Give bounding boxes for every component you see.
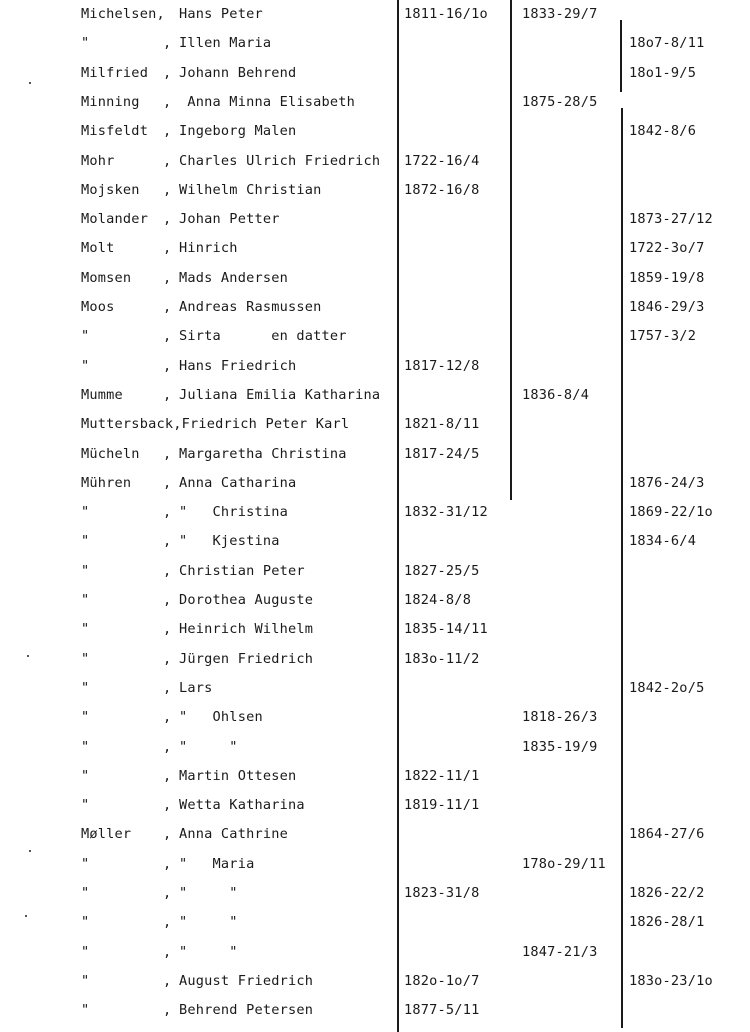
given-name-cell: Lars	[179, 679, 213, 696]
register-row	[0, 498, 750, 527]
surname-cell: Møller	[81, 826, 132, 843]
given-name-cell: Ingeborg Malen	[179, 123, 297, 140]
date-column-2: 1835-19/9	[522, 738, 598, 755]
date-column-3: 18o1-9/5	[629, 64, 697, 81]
surname-cell: Momsen	[81, 269, 132, 286]
register-row	[0, 88, 750, 117]
date-column-3: 1722-3o/7	[629, 240, 705, 257]
register-row	[0, 586, 750, 615]
date-column-1: 1827-25/5	[404, 562, 480, 579]
date-column-2: 1818-26/3	[522, 709, 598, 726]
comma-cell: ,	[163, 35, 172, 52]
date-column-1: 1817-12/8	[404, 357, 480, 374]
register-row	[0, 234, 750, 263]
comma-cell: ,	[163, 797, 172, 814]
surname-cell: "	[81, 592, 90, 608]
surname-cell: Mühren	[81, 474, 132, 491]
given-name-cell: Hans Friedrich	[179, 357, 297, 374]
surname-cell: Mohr	[81, 152, 115, 169]
date-column-1: 1722-16/4	[404, 152, 480, 169]
given-name-cell: " "	[179, 885, 238, 901]
date-column-2: 1847-21/3	[522, 943, 598, 960]
date-column-1: 1835-14/11	[404, 621, 488, 638]
comma-cell: ,	[163, 299, 172, 315]
date-column-2: 1875-28/5	[522, 93, 598, 110]
register-row	[0, 117, 750, 146]
surname-cell: "	[81, 1002, 90, 1019]
given-name-cell: " "	[179, 943, 238, 960]
surname-cell: "	[81, 35, 90, 52]
surname-cell: "	[81, 679, 90, 696]
given-name-cell: Illen Maria	[179, 35, 272, 52]
given-name-cell: Anna Minna Elisabeth	[179, 93, 356, 110]
date-column-1: 1817-24/5	[404, 445, 480, 462]
given-name-cell: Charles Ulrich Friedrich	[179, 152, 381, 169]
date-column-3: 18o7-8/11	[629, 35, 705, 52]
date-column-3: 1842-2o/5	[629, 679, 705, 696]
comma-cell: ,	[163, 592, 172, 608]
register-row	[0, 996, 750, 1025]
comma-cell: ,	[163, 885, 172, 901]
date-column-1: 1821-8/11	[404, 416, 480, 433]
register-row	[0, 703, 750, 732]
date-column-3: 1864-27/6	[629, 826, 705, 843]
given-name-cell: " "	[179, 738, 238, 755]
comma-cell: ,	[163, 240, 172, 257]
date-column-3: 1873-27/12	[629, 211, 713, 228]
given-name-cell: " Kjestina	[179, 533, 280, 550]
given-name-cell: " "	[179, 914, 238, 931]
surname-cell: Mumme	[81, 386, 123, 403]
surname-cell: "	[81, 767, 90, 784]
comma-cell: ,	[163, 123, 172, 140]
register-row	[0, 762, 750, 791]
comma-cell: ,	[163, 738, 172, 755]
date-column-1: 1877-5/11	[404, 1002, 480, 1019]
surname-cell: "	[81, 709, 90, 726]
comma-cell: ,	[163, 64, 172, 81]
date-column-3: 1757-3/2	[629, 328, 697, 345]
surname-cell: Minning	[81, 93, 140, 110]
surname-cell: "	[81, 562, 90, 579]
given-name-cell: Mads Andersen	[179, 269, 288, 286]
surname-cell: "	[81, 357, 90, 374]
given-name-cell: Christian Peter	[179, 562, 305, 579]
register-row	[0, 557, 750, 586]
date-column-1: 1824-8/8	[404, 592, 472, 608]
register-row	[0, 615, 750, 644]
comma-cell: ,	[163, 914, 172, 931]
surname-cell: Moos	[81, 299, 115, 315]
date-column-1: 1832-31/12	[404, 504, 488, 521]
given-name-cell: Sirta en datter	[179, 328, 347, 345]
comma-cell: ,	[163, 621, 172, 638]
register-row	[0, 967, 750, 996]
comma-cell: ,	[163, 445, 172, 462]
given-name-cell: Johann Behrend	[179, 64, 297, 81]
register-row	[0, 322, 750, 351]
register-row	[0, 440, 750, 469]
date-column-3: 1834-6/4	[629, 533, 697, 550]
register-row	[0, 264, 750, 293]
comma-cell: ,	[163, 533, 172, 550]
date-column-2: 1836-8/4	[522, 386, 590, 403]
register-row	[0, 908, 750, 937]
comma-cell: ,	[163, 269, 172, 286]
surname-cell: "	[81, 914, 90, 931]
register-row	[0, 0, 750, 29]
register-row	[0, 674, 750, 703]
comma-cell: ,	[163, 328, 172, 345]
date-column-3: 1859-19/8	[629, 269, 705, 286]
register-row	[0, 820, 750, 849]
given-name-cell: August Friedrich	[179, 972, 314, 989]
surname-cell: Molander	[81, 211, 149, 228]
date-column-3: 183o-23/1o	[629, 972, 713, 989]
date-column-3: 1846-29/3	[629, 299, 705, 315]
surname-cell: Misfeldt	[81, 123, 149, 140]
surname-cell: "	[81, 943, 90, 960]
comma-cell: ,	[163, 386, 172, 403]
register-row	[0, 527, 750, 556]
surname-cell: Muttersback,Friedrich Peter Karl	[81, 416, 350, 433]
surname-cell: "	[81, 650, 90, 667]
register-row	[0, 410, 750, 439]
comma-cell: ,	[163, 650, 172, 667]
surname-cell: "	[81, 504, 90, 521]
date-column-1: 1822-11/1	[404, 767, 480, 784]
given-name-cell: Margaretha Christina	[179, 445, 347, 462]
given-name-cell: " Christina	[179, 504, 288, 521]
comma-cell: ,	[163, 562, 172, 579]
comma-cell: ,	[163, 1002, 172, 1019]
date-column-1: 182o-1o/7	[404, 972, 480, 989]
date-column-3: 1826-28/1	[629, 914, 705, 931]
comma-cell: ,	[163, 181, 172, 198]
date-column-3: 1842-8/6	[629, 123, 697, 140]
given-name-cell: Dorothea Auguste	[179, 592, 314, 608]
register-row	[0, 352, 750, 381]
surname-cell: "	[81, 533, 90, 550]
register-row	[0, 381, 750, 410]
comma-cell: ,	[163, 211, 172, 228]
register-row	[0, 293, 750, 322]
given-name-cell: Anna Catharina	[179, 474, 297, 491]
surname-cell: "	[81, 855, 90, 872]
surname-cell: "	[81, 328, 90, 345]
date-column-1: 1823-31/8	[404, 885, 480, 901]
comma-cell: ,	[163, 357, 172, 374]
comma-cell: ,	[163, 855, 172, 872]
given-name-cell: Martin Ottesen	[179, 767, 297, 784]
register-row	[0, 938, 750, 967]
register-row	[0, 850, 750, 879]
date-column-1: 1819-11/1	[404, 797, 480, 814]
surname-cell: "	[81, 621, 90, 638]
given-name-cell: Jürgen Friedrich	[179, 650, 314, 667]
register-row	[0, 733, 750, 762]
date-column-2: 1833-29/7	[522, 6, 598, 22]
register-row	[0, 59, 750, 88]
register-row	[0, 147, 750, 176]
register-row	[0, 29, 750, 58]
comma-cell: ,	[163, 152, 172, 169]
register-row	[0, 879, 750, 908]
given-name-cell: Hinrich	[179, 240, 238, 257]
surname-cell: Michelsen,	[81, 6, 165, 22]
given-name-cell: " Ohlsen	[179, 709, 263, 726]
given-name-cell: Andreas Rasmussen	[179, 299, 322, 315]
given-name-cell: Juliana Emilia Katharina	[179, 386, 381, 403]
register-row	[0, 176, 750, 205]
date-column-1: 1811-16/1o	[404, 6, 488, 22]
comma-cell: ,	[163, 826, 172, 843]
given-name-cell: Behrend Petersen	[179, 1002, 314, 1019]
register-row	[0, 791, 750, 820]
surname-cell: "	[81, 797, 90, 814]
comma-cell: ,	[163, 943, 172, 960]
surname-cell: "	[81, 885, 90, 901]
date-column-2: 178o-29/11	[522, 855, 606, 872]
comma-cell: ,	[163, 474, 172, 491]
given-name-cell: " Maria	[179, 855, 255, 872]
date-column-3: 1869-22/1o	[629, 504, 713, 521]
surname-cell: Mücheln	[81, 445, 140, 462]
comma-cell: ,	[163, 972, 172, 989]
given-name-cell: Hans Peter	[179, 6, 263, 22]
date-column-1: 183o-11/2	[404, 650, 480, 667]
date-column-3: 1876-24/3	[629, 474, 705, 491]
surname-cell: Mojsken	[81, 181, 140, 198]
comma-cell: ,	[163, 709, 172, 726]
register-row	[0, 469, 750, 498]
given-name-cell: Wetta Katharina	[179, 797, 305, 814]
surname-cell: "	[81, 738, 90, 755]
surname-cell: "	[81, 972, 90, 989]
given-name-cell: Heinrich Wilhelm	[179, 621, 314, 638]
given-name-cell: Anna Cathrine	[179, 826, 288, 843]
comma-cell: ,	[163, 679, 172, 696]
register-row	[0, 645, 750, 674]
surname-cell: Molt	[81, 240, 115, 257]
register-row	[0, 205, 750, 234]
comma-cell: ,	[163, 93, 172, 110]
surname-cell: Milfried	[81, 64, 149, 81]
date-column-1: 1872-16/8	[404, 181, 480, 198]
given-name-cell: Johan Petter	[179, 211, 280, 228]
given-name-cell: Wilhelm Christian	[179, 181, 322, 198]
comma-cell: ,	[163, 767, 172, 784]
date-column-3: 1826-22/2	[629, 885, 705, 901]
comma-cell: ,	[163, 504, 172, 521]
